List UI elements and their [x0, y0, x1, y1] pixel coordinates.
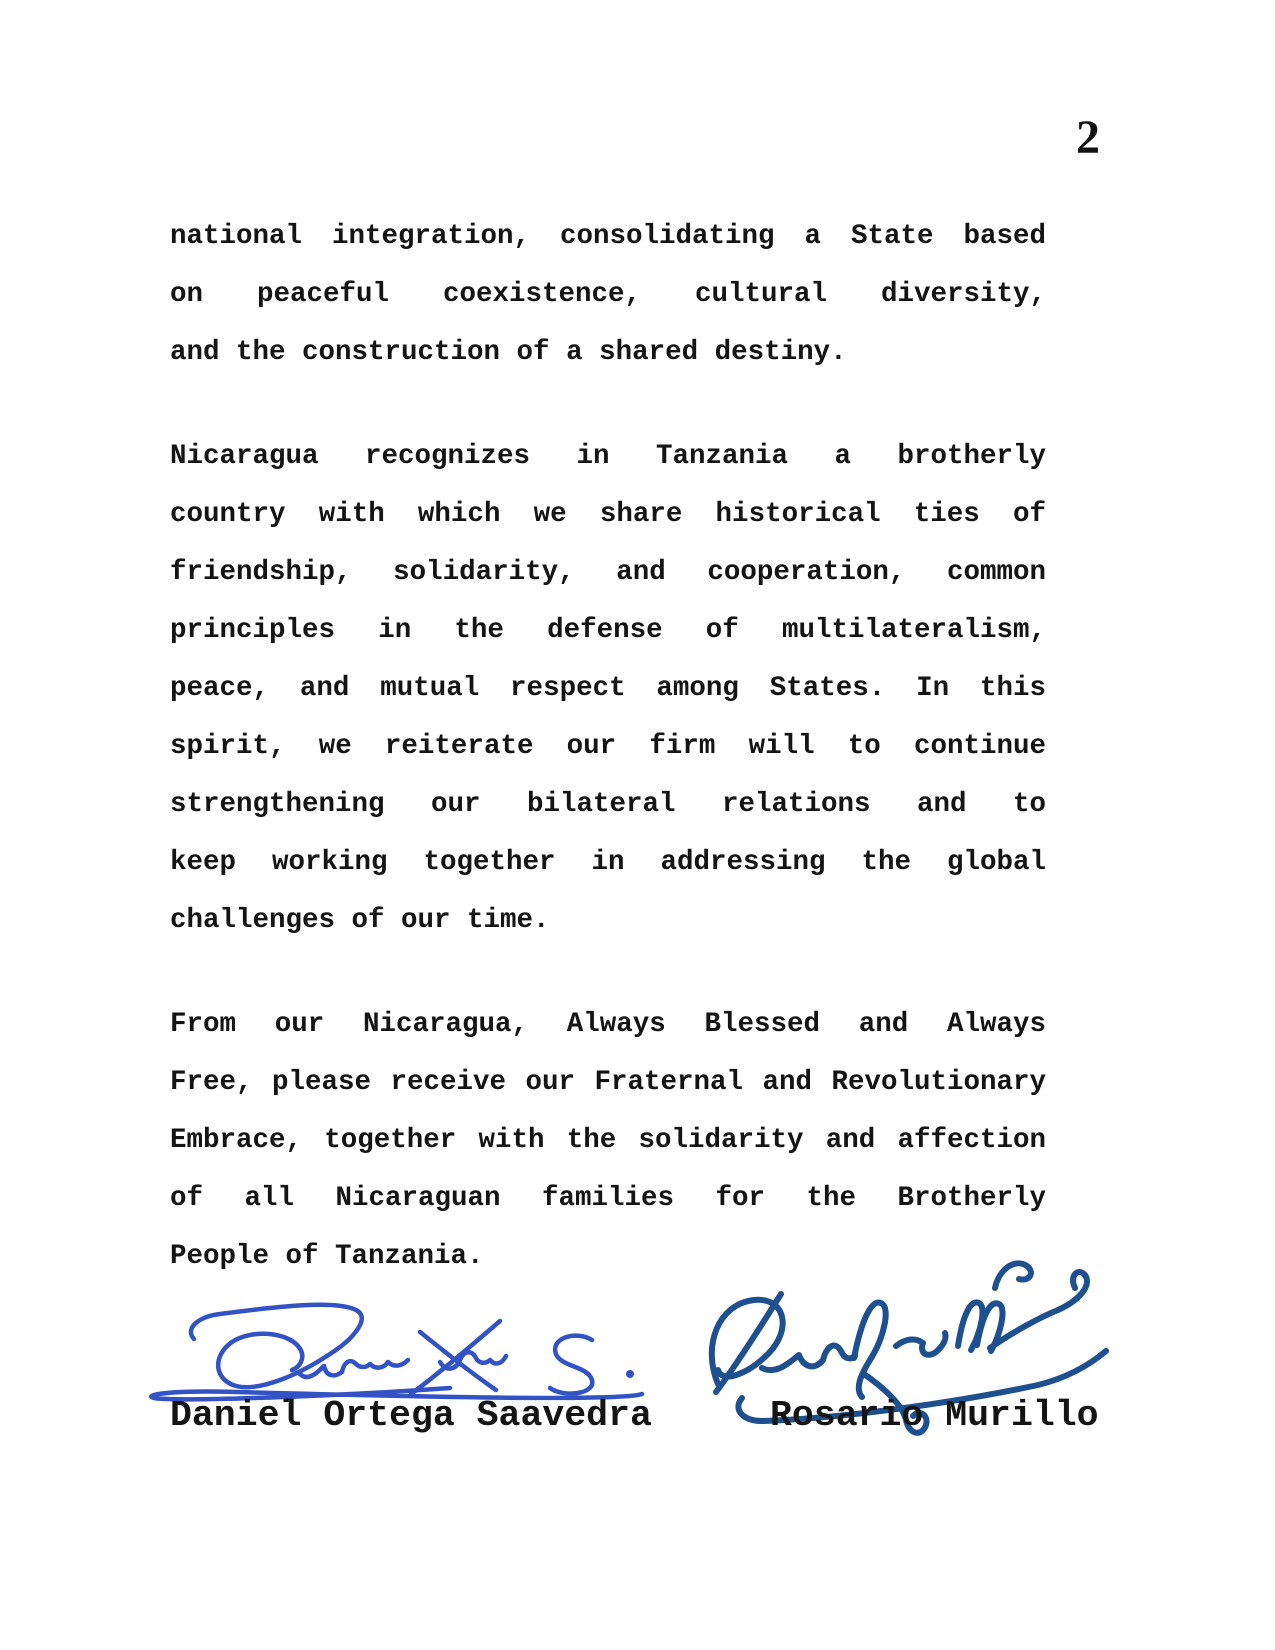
paragraph — [170, 428, 1046, 950]
text-line: keep working together in addressing the global — [170, 847, 1046, 878]
signatory-name-ortega: Daniel Ortega Saavedra — [170, 1395, 652, 1436]
ortega-signature-s — [550, 1336, 592, 1394]
ortega-signature-dot — [626, 1370, 634, 1378]
text-line: country with which we share historical ties of — [170, 499, 1046, 530]
text-line: Embrace, together with the solidarity and affection — [170, 1125, 1046, 1156]
paragraph — [170, 208, 1046, 382]
text-line: Nicaragua recognizes in Tanzania a brotherly — [170, 441, 1046, 472]
text-line: friendship, solidarity, and cooperation, common — [170, 557, 1046, 588]
murillo-signature-tilde — [995, 1263, 1031, 1288]
text-line: principles in the defense of multilateralism, — [170, 615, 1046, 646]
text-line: Free, please receive our Fraternal and Revolutionary — [170, 1067, 1046, 1098]
signatory-name-murillo: Rosario Murillo — [770, 1395, 1099, 1436]
text-line: spirit, we reiterate our firm will to continue — [170, 731, 1046, 762]
murillo-signature-f-loop — [854, 1303, 886, 1397]
murillo-signature-si — [896, 1333, 946, 1355]
letter-body — [170, 208, 1046, 1286]
text-line: From our Nicaragua, Always Blessed and Always — [170, 1009, 1046, 1040]
page-number: 2 — [1076, 111, 1100, 164]
text-line: on peaceful coexistence, cultural diversity, — [170, 279, 1046, 310]
text-line: peace, and mutual respect among States. In this — [170, 673, 1046, 704]
text-line: and the construction of a shared destiny. — [170, 337, 847, 368]
ortega-signature-strokes — [151, 1305, 642, 1400]
text-line: of all Nicaraguan families for the Brotherly — [170, 1183, 1046, 1214]
text-line: People of Tanzania. — [170, 1241, 484, 1272]
text-line: challenges of our time. — [170, 905, 550, 936]
text-line: national integration, consolidating a State based — [170, 221, 1046, 252]
text-line: strengthening our bilateral relations and to — [170, 789, 1046, 820]
